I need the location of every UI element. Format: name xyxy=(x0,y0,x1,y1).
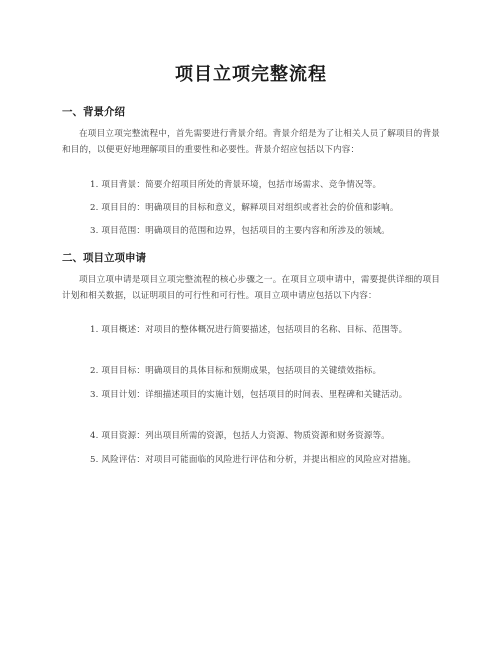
list-item: 2. 项目目标：明确项目的具体目标和预期成果，包括项目的关键绩效指标。 xyxy=(90,366,382,376)
section-heading-application: 二、项目立项申请 xyxy=(62,252,146,264)
list-item: 2. 项目目的：明确项目的目标和意义，解释项目对组织或者社会的价值和影响。 xyxy=(90,203,399,213)
list-item: 1. 项目概述：对项目的整体概况进行简要描述，包括项目的名称、目标、范围等。 xyxy=(90,325,408,335)
section-heading-background: 一、背景介绍 xyxy=(62,106,125,118)
list-item: 1. 项目背景：简要介绍项目所处的背景环境，包括市场需求、竞争情况等。 xyxy=(90,180,382,190)
page-title: 项目立项完整流程 xyxy=(175,64,327,85)
list-item: 4. 项目资源：列出项目所需的资源，包括人力资源、物质资源和财务资源等。 xyxy=(90,431,390,441)
list-item: 5. 风险评估：对项目可能面临的风险进行评估和分析，并提出相应的风险应对措施。 xyxy=(90,455,417,465)
section-intro-application: 项目立项申请是项目立项完整流程的核心步骤之一。在项目立项申请中，需要提供详细的项目计划和相关数据，以证明项目的可行性和可行性。项目立项申请应包括以下内容： xyxy=(62,275,440,301)
list-item: 3. 项目范围：明确项目的范围和边界，包括项目的主要内容和所涉及的领域。 xyxy=(90,226,390,236)
list-item: 3. 项目计划：详细描述项目的实施计划，包括项目的时间表、里程碑和关键活动。 xyxy=(90,390,408,400)
section-intro-background: 在项目立项完整流程中，首先需要进行背景介绍。背景介绍是为了让相关人员了解项目的背景和目的，以便更好地理解项目的重要性和必要性。背景介绍应包括以下内容： xyxy=(62,129,440,155)
